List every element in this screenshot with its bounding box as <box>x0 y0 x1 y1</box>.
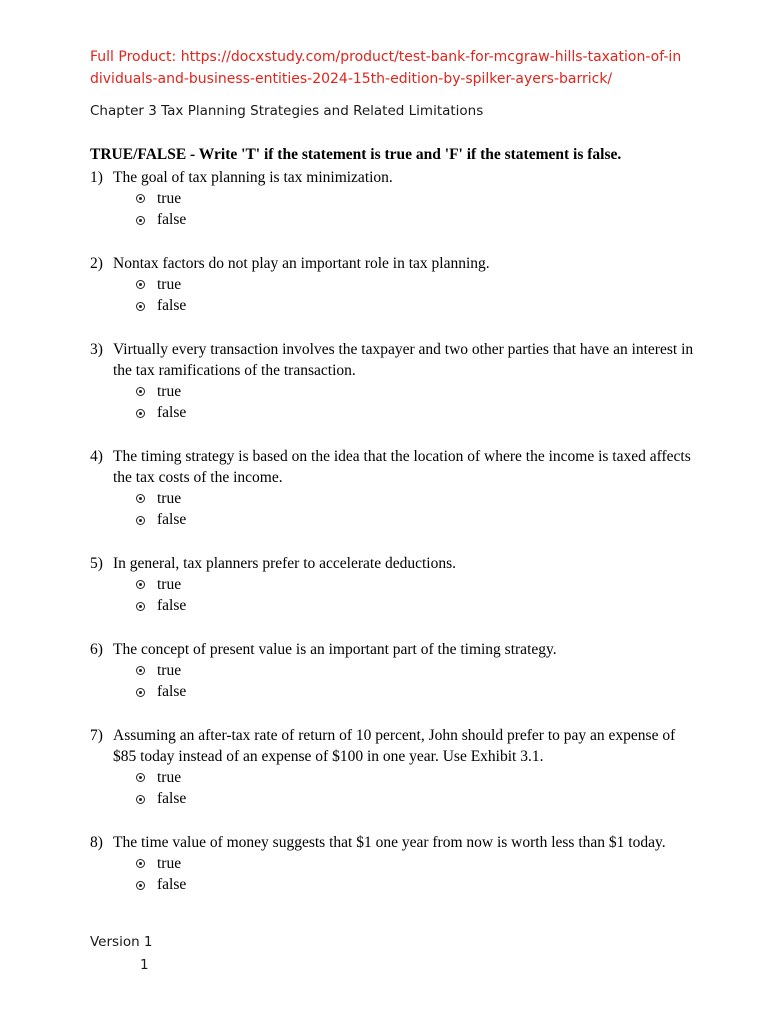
question-number: 6) <box>90 641 103 658</box>
radio-button-icon[interactable] <box>136 688 145 697</box>
option-label: true <box>157 189 182 207</box>
radio-button-icon[interactable] <box>136 580 145 589</box>
answer-option-false[interactable] <box>90 596 700 618</box>
question-item <box>90 725 700 810</box>
option-label: true <box>157 661 182 679</box>
chapter-title: Chapter 3 Tax Planning Strategies and Related Limitations <box>90 103 484 119</box>
radio-button-icon[interactable] <box>136 773 145 782</box>
question-row <box>90 553 700 574</box>
question-item <box>90 553 700 617</box>
question-number: 5) <box>90 555 103 572</box>
question-number: 2) <box>90 255 103 272</box>
question-number: 7) <box>90 727 103 744</box>
answer-option-false[interactable] <box>90 789 700 811</box>
option-label: false <box>157 211 187 229</box>
answer-option-true[interactable] <box>90 188 700 210</box>
option-label: false <box>157 683 187 701</box>
radio-button-icon[interactable] <box>136 666 145 675</box>
question-text: In general, tax planners prefer to accelerate deductions. <box>113 555 456 572</box>
question-text: The concept of present value is an important part of the timing strategy. <box>113 641 557 658</box>
answer-option-false[interactable] <box>90 210 700 232</box>
option-label: true <box>157 768 182 786</box>
radio-button-icon[interactable] <box>136 194 145 203</box>
option-label: true <box>157 275 182 293</box>
question-number: 1) <box>90 169 103 186</box>
radio-button-icon[interactable] <box>136 216 145 225</box>
radio-button-icon[interactable] <box>136 409 145 418</box>
option-label: true <box>157 382 182 400</box>
option-label: true <box>157 489 182 507</box>
answer-option-true[interactable] <box>90 574 700 596</box>
question-row <box>90 446 700 488</box>
question-text: The timing strategy is based on the idea that the location of where the income is taxed affects the tax costs of the income. <box>113 448 691 486</box>
question-row <box>90 339 700 381</box>
option-label: true <box>157 575 182 593</box>
question-text: The time value of money suggests that $1 one year from now is worth less than $1 today. <box>113 834 666 851</box>
answer-option-true[interactable] <box>90 274 700 296</box>
radio-button-icon[interactable] <box>136 602 145 611</box>
version-label: Version 1 <box>90 934 153 950</box>
question-row <box>90 639 700 660</box>
radio-button-icon[interactable] <box>136 494 145 503</box>
question-item <box>90 832 700 896</box>
answer-option-false[interactable] <box>90 296 700 318</box>
answer-option-false[interactable] <box>90 682 700 704</box>
question-list <box>90 167 700 918</box>
option-label: false <box>157 511 187 529</box>
option-label: true <box>157 854 182 872</box>
section-instructions: TRUE/FALSE - Write 'T' if the statement is true and 'F' if the statement is false. <box>90 146 622 163</box>
answer-option-false[interactable] <box>90 510 700 532</box>
option-label: false <box>157 404 187 422</box>
question-row <box>90 253 700 274</box>
answer-option-false[interactable] <box>90 403 700 425</box>
radio-button-icon[interactable] <box>136 280 145 289</box>
question-text: The goal of tax planning is tax minimization. <box>113 169 393 186</box>
option-label: false <box>157 876 187 894</box>
question-number: 3) <box>90 341 103 358</box>
product-link[interactable]: Full Product: https://docxstudy.com/product/test-bank-for-mcgraw-hills-taxation-of-individuals-and-business-entities-2024-15th-edition-by-spilker-ayers-barrick/ <box>90 49 682 87</box>
question-item <box>90 339 700 424</box>
question-number: 8) <box>90 834 103 851</box>
radio-button-icon[interactable] <box>136 516 145 525</box>
answer-option-false[interactable] <box>90 875 700 897</box>
radio-button-icon[interactable] <box>136 881 145 890</box>
answer-option-true[interactable] <box>90 853 700 875</box>
answer-option-true[interactable] <box>90 767 700 789</box>
radio-button-icon[interactable] <box>136 387 145 396</box>
answer-option-true[interactable] <box>90 488 700 510</box>
question-text: Assuming an after-tax rate of return of 10 percent, John should prefer to pay an expense of $85 today instead of an expense of $100 in one year. Use Exhibit 3.1. <box>113 727 676 765</box>
answer-option-true[interactable] <box>90 381 700 403</box>
radio-button-icon[interactable] <box>136 795 145 804</box>
question-item <box>90 253 700 317</box>
question-item <box>90 446 700 531</box>
answer-option-true[interactable] <box>90 660 700 682</box>
question-row <box>90 725 700 767</box>
question-row <box>90 832 700 853</box>
radio-button-icon[interactable] <box>136 859 145 868</box>
option-label: false <box>157 297 187 315</box>
question-item <box>90 639 700 703</box>
option-label: false <box>157 597 187 615</box>
question-text: Nontax factors do not play an important role in tax planning. <box>113 255 490 272</box>
question-item <box>90 167 700 231</box>
radio-button-icon[interactable] <box>136 302 145 311</box>
page-number: 1 <box>140 957 149 973</box>
question-row <box>90 167 700 188</box>
option-label: false <box>157 790 187 808</box>
question-text: Virtually every transaction involves the taxpayer and two other parties that have an interest in the tax ramifications of the transaction. <box>113 341 694 379</box>
question-number: 4) <box>90 448 103 465</box>
